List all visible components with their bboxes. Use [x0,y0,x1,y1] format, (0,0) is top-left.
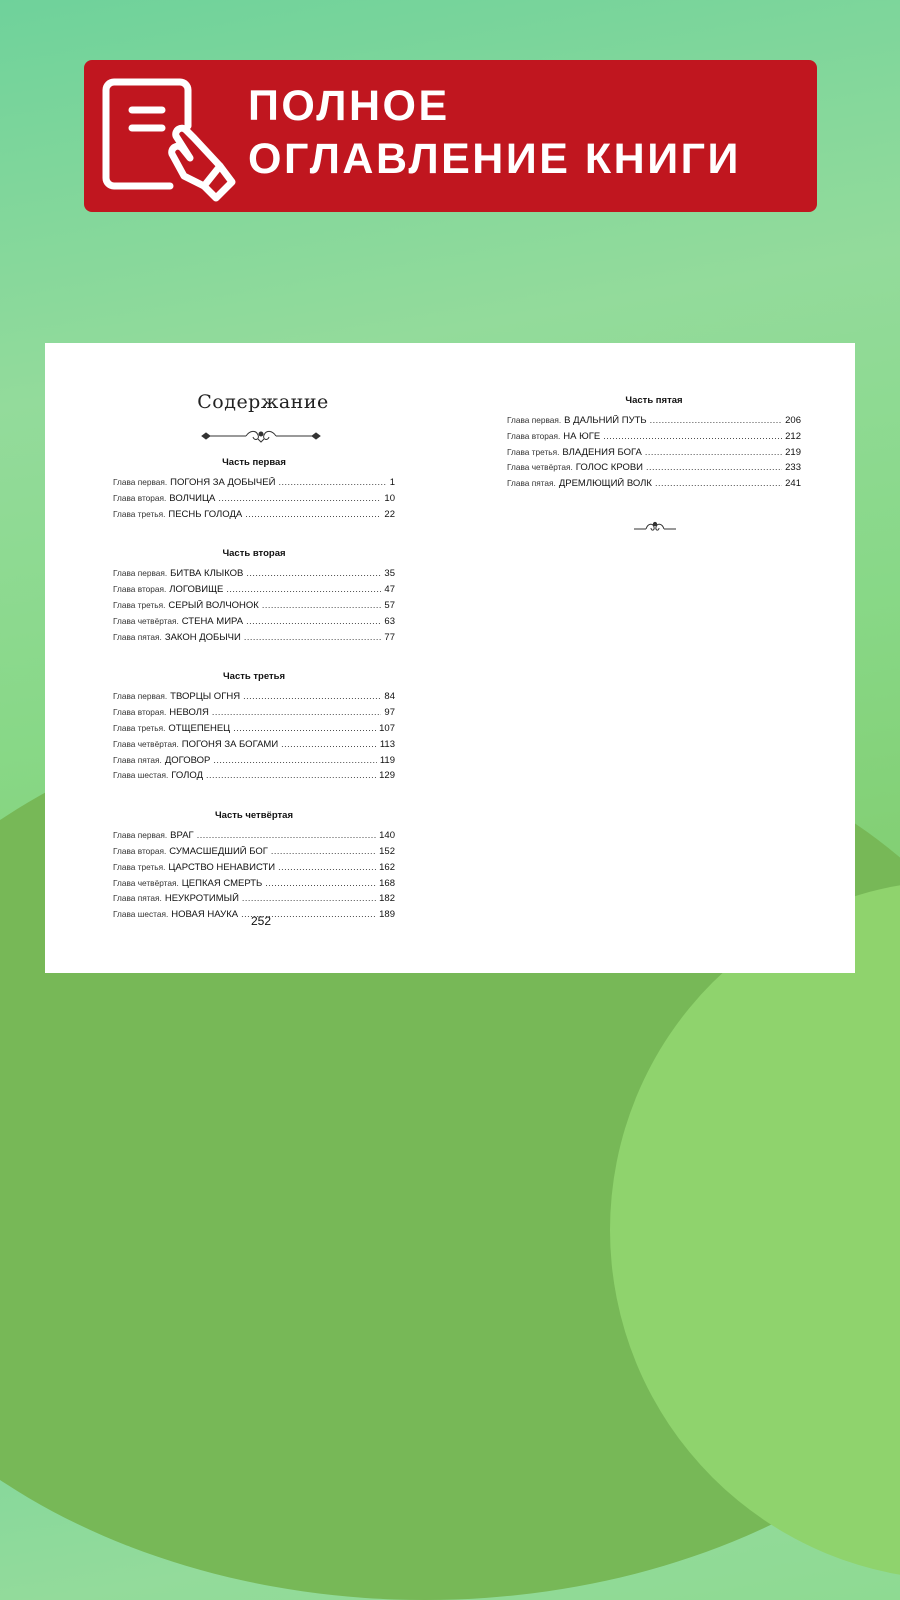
chapter-title: ВРАГ [170,830,194,842]
chapter-title: ГОЛОС КРОВИ [575,462,643,474]
chapter-page: 129 [379,770,395,782]
chapter-number: Глава вторая. [113,584,167,595]
chapter-title: НЕУКРОТИМЫЙ [164,893,239,905]
chapter-number: Глава третья. [113,861,166,872]
chapter-title: ОТЩЕПЕНЕЦ [168,722,231,734]
chapter-page: 233 [785,462,801,474]
chapter-page: 189 [379,909,395,921]
chapter-number: Глава вторая. [507,430,561,441]
chapter-page: 47 [384,584,395,596]
chapter-title: НЕВОЛЯ [169,707,209,719]
chapter-title: ПОГОНЯ ЗА БОГАМИ [181,738,279,750]
chapter-list [507,415,801,494]
chapter-entry [113,584,395,600]
chapter-page: 22 [384,508,395,520]
chapter-list [113,477,395,524]
chapter-page: 140 [379,830,395,842]
chapter-page: 168 [379,877,395,889]
chapter-page: 63 [384,615,395,627]
dot-leader [226,584,381,594]
chapter-page: 113 [379,738,395,750]
chapter-number: Глава первая. [507,415,562,425]
chapter-title: СУМАСШЕДШИЙ БОГ [169,845,268,857]
chapter-entry [507,447,801,463]
dot-leader [206,770,376,780]
chapter-entry [113,846,395,862]
dot-leader [281,739,377,749]
chapter-number: Глава вторая. [113,845,167,856]
chapter-title: ЛОГОВИЩЕ [169,584,224,596]
chapter-number: Глава первая. [113,568,168,579]
book-spread [45,343,855,973]
dot-leader [245,509,381,519]
chapter-page: 97 [384,707,395,719]
chapter-title: ВОЛЧИЦА [169,492,216,504]
chapter-number: Глава вторая. [113,492,167,503]
chapter-number: Глава шестая. [113,770,169,781]
banner-title-line1: ПОЛНОЕ [248,82,450,130]
chapter-page: 206 [785,415,801,426]
dot-leader [246,616,381,626]
dot-leader [242,893,376,903]
chapter-entry [113,493,395,509]
chapter-title: НОВАЯ НАУКА [171,909,239,921]
dot-leader [655,478,782,488]
chapter-title: ДОГОВОР [164,754,211,766]
chapter-list [113,691,395,786]
page-number: 252 [250,914,272,928]
dot-leader [233,723,376,733]
chapter-number: Глава четвёртая. [113,738,179,749]
chapter-title: ТВОРЦЫ ОГНЯ [170,691,241,703]
chapter-entry [113,600,395,616]
chapter-number: Глава третья. [113,722,166,733]
chapter-title: ГОЛОД [171,770,204,782]
chapter-page: 1 [389,477,395,488]
dot-leader [197,830,376,840]
chapter-page: 219 [785,446,801,458]
chapter-entry [113,755,395,771]
dot-leader [271,846,376,856]
chapter-page: 212 [785,430,801,442]
chapter-number: Глава пятая. [113,893,162,904]
dot-leader [212,707,382,717]
part-title: Часть пятая [625,395,683,406]
part-title: Часть вторая [222,548,286,560]
chapter-entry [113,509,395,525]
banner-title [248,80,741,186]
chapter-title: В ДАЛЬНИЙ ПУТЬ [564,415,647,426]
dot-leader [218,493,381,503]
dot-leader [246,568,381,578]
dot-leader [646,462,782,472]
chapter-number: Глава пятая. [507,478,556,489]
banner-title-line2: ОГЛАВЛЕНИЕ КНИГИ [248,135,741,183]
chapter-entry [507,415,801,431]
chapter-number: Глава третья. [113,599,166,610]
chapter-entry [113,770,395,786]
chapter-page: 35 [384,568,395,580]
chapter-entry [113,691,395,707]
dot-leader [243,691,381,701]
chapter-title: ЦАРСТВО НЕНАВИСТИ [168,861,276,873]
chapter-number: Глава первая. [113,830,168,841]
chapter-entry [113,862,395,878]
chapter-page: 10 [384,492,395,504]
dot-leader [278,477,386,487]
dot-leader [244,632,382,642]
chapter-number: Глава пятая. [113,754,162,765]
chapter-number: Глава четвёртая. [113,615,179,626]
dot-leader [265,878,376,888]
chapter-entry [113,878,395,894]
chapter-entry [113,707,395,723]
chapter-entry [507,478,801,494]
chapter-title: ПОГОНЯ ЗА ДОБЫЧЕЙ [170,477,276,488]
chapter-title: ПЕСНЬ ГОЛОДА [168,508,243,520]
chapter-title: БИТВА КЛЫКОВ [170,568,244,580]
chapter-entry [113,616,395,632]
dot-leader [645,447,782,457]
chapter-title: СЕРЫЙ ВОЛЧОНОК [168,599,259,611]
chapter-page: 152 [379,845,395,857]
part-title: Часть четвёртая [215,810,293,822]
dot-leader [650,415,782,425]
chapter-entry [113,477,395,493]
chapter-page: 77 [384,631,395,643]
dot-leader [603,431,782,441]
document-hand-icon [100,74,238,204]
chapter-number: Глава третья. [507,446,560,457]
chapter-entry [507,431,801,447]
chapter-entry [113,723,395,739]
chapter-title: ЦЕПКАЯ СМЕРТЬ [181,877,263,889]
chapter-entry [113,830,395,846]
ornament-divider-icon [200,429,322,443]
part-title: Часть третья [222,671,286,683]
chapter-page: 162 [379,861,395,873]
part-title: Часть первая [222,457,286,468]
chapter-number: Глава первая. [113,477,168,487]
chapter-number: Глава третья. [113,508,166,519]
chapter-number: Глава четвёртая. [113,877,179,888]
dot-leader [213,755,376,765]
chapter-title: ДРЕМЛЮЩИЙ ВОЛК [558,478,652,490]
dot-leader [278,862,376,872]
chapter-page: 119 [379,754,395,766]
chapter-list [113,830,395,925]
toc-left-column [113,457,395,949]
chapter-entry [507,462,801,478]
chapter-title: НА ЮГЕ [563,430,601,442]
chapter-entry [113,632,395,648]
dot-leader [262,600,382,610]
chapter-page: 84 [384,691,395,703]
ornament-end-icon [632,521,678,533]
toc-right-column [507,395,801,518]
chapter-number: Глава четвёртая. [507,462,573,473]
chapter-title: СТЕНА МИРА [181,615,244,627]
chapter-number: Глава вторая. [113,707,167,718]
chapter-page: 241 [785,478,801,490]
chapter-title: ЗАКОН ДОБЫЧИ [164,631,241,643]
chapter-list [113,568,395,647]
chapter-entry [113,893,395,909]
chapter-page: 182 [379,893,395,905]
chapter-title: ВЛАДЕНИЯ БОГА [562,446,642,458]
chapter-entry [113,568,395,584]
toc-heading: Содержание [197,391,329,413]
chapter-entry [113,739,395,755]
chapter-page: 57 [384,599,395,611]
chapter-number: Глава шестая. [113,909,169,920]
chapter-number: Глава первая. [113,691,168,702]
chapter-page: 107 [379,722,395,734]
chapter-number: Глава пятая. [113,631,162,642]
